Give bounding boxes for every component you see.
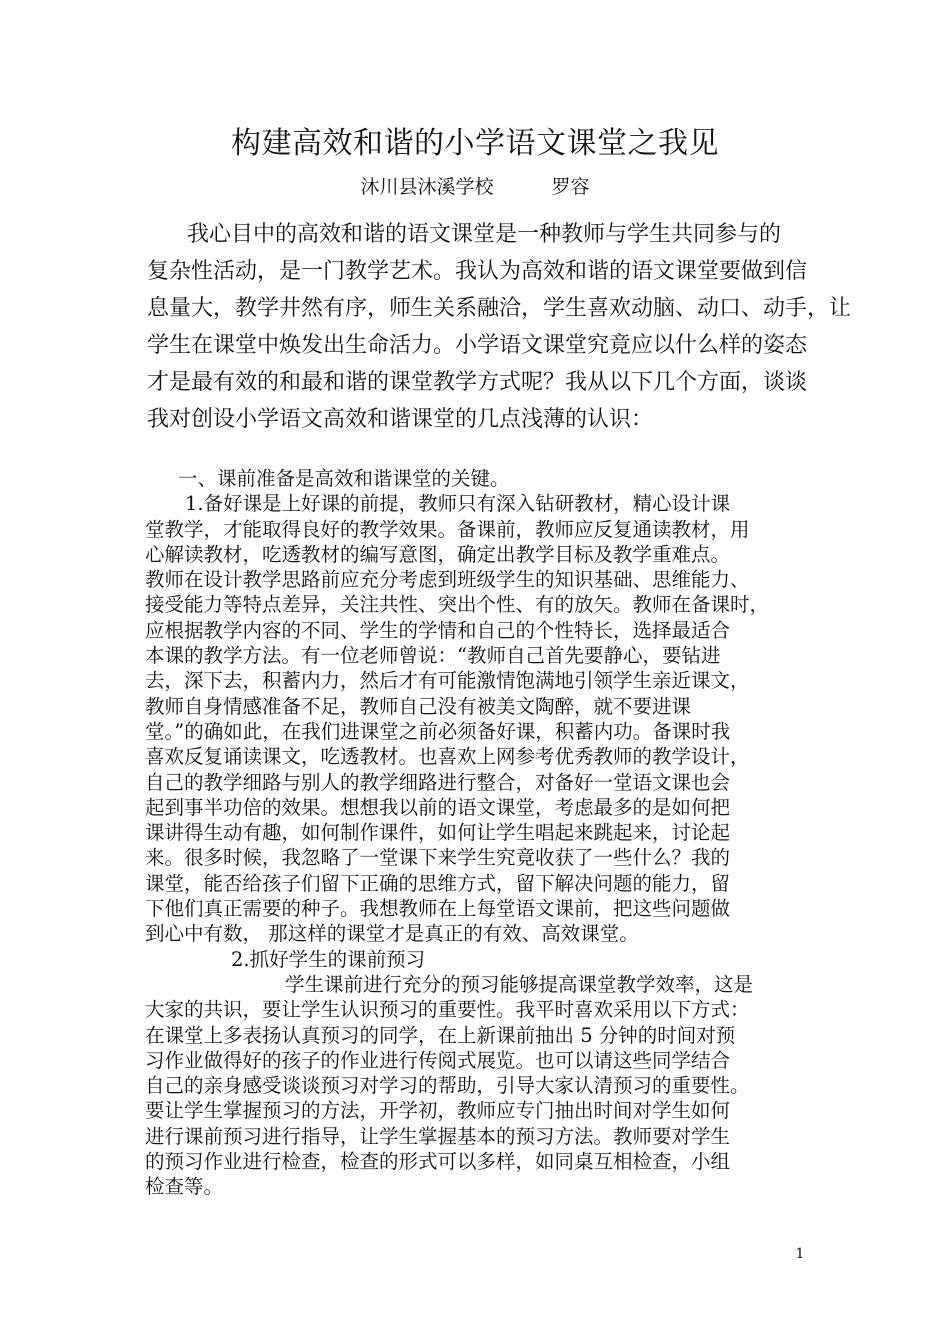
text-line: 习作业做得好的孩子的作业进行传阅式展览。也可以请这些同学结合 <box>145 1048 731 1072</box>
paragraph-prepare-lesson <box>145 491 817 946</box>
text-line: 本课的教学方法。有一位老师曾说：“教师自己首先要静心，要钻进 <box>145 644 721 668</box>
paragraph-preview <box>145 972 817 1200</box>
text-line: 我心目中的高效和谐的语文课堂是一种教师与学生共同参与的 <box>187 222 782 247</box>
text-line: 喜欢反复诵读课文，吃透教材。也喜欢上网参考优秀教师的教学设计， <box>145 745 750 769</box>
section-heading: 一、课前准备是高效和谐课堂的关键。 <box>178 467 510 490</box>
text-line: 教师在设计教学思路前应充分考虑到班级学生的知识基础、思维能力、 <box>145 568 750 592</box>
text-line: 起到事半功倍的效果。想想我以前的语文课堂，考虑最多的是如何把 <box>145 795 731 819</box>
page-number: 1 <box>795 1246 805 1262</box>
text-line: 要让学生掌握预习的方法，开学初，教师应专门抽出时间对学生如何 <box>145 1099 731 1123</box>
document-title: 构建高效和谐的小学语文课堂之我见 <box>231 126 719 161</box>
school-name: 沐川县沐溪学校 <box>360 176 494 198</box>
text-line: 接受能力等特点差异，关注共性、突出个性、有的放矢。教师在备课时， <box>145 593 770 617</box>
text-line: 来。很多时候，我忽略了一堂课下来学生究竟收获了一些什么？我的 <box>145 846 731 870</box>
text-line: 检查等。 <box>145 1175 224 1199</box>
byline <box>0 172 950 199</box>
text-line: 学生在课堂中焕发出生命活力。小学语文课堂究竟应以什么样的姿态 <box>147 333 808 358</box>
text-line: 去，深下去，积蓄内力，然后才有可能激情饱满地引领学生亲近课文， <box>145 669 750 693</box>
text-line: 教师自身情感准备不足，教师自己没有被美文陶醉，就不要进课 <box>145 694 692 718</box>
text-line: 课堂，能否给孩子们留下正确的思维方式，留下解决问题的能力，留 <box>145 871 731 895</box>
text-line: 进行课前预习进行指导，让学生掌握基本的预习方法。教师要对学生 <box>145 1124 731 1148</box>
intro-paragraph <box>147 216 852 438</box>
text-line: 下他们真正需要的种子。我想教师在上每堂语文课前，把这些问题做 <box>145 897 731 921</box>
text-line: 自己的亲身感受谈谈预习对学习的帮助，引导大家认清预习的重要性。 <box>145 1074 750 1098</box>
text-line: 复杂性活动，是一门教学艺术。我认为高效和谐的语文课堂要做到信 <box>147 259 808 284</box>
text-line: 课讲得生动有趣，如何制作课件，如何让学生唱起来跳起来，讨论起 <box>145 821 731 845</box>
text-line: 1.备好课是上好课的前提，教师只有深入钻研教材，精心设计课 <box>185 492 731 516</box>
text-line: 自己的教学细路与别人的教学细路进行整合，对备好一堂语文课也会 <box>145 770 731 794</box>
text-line: 大家的共识，要让学生认识预习的重要性。我平时喜欢采用以下方式： <box>145 998 750 1022</box>
text-line: 学生课前进行充分的预习能够提高课堂教学效率，这是 <box>285 972 754 996</box>
author-name: 罗容 <box>551 176 590 198</box>
body-section <box>145 466 817 1200</box>
text-line: 堂教学，才能取得良好的教学效果。备课前，教师应反复通读教材，用 <box>145 517 750 541</box>
item-heading: 2.抓好学生的课前预习 <box>231 947 426 971</box>
text-line: 心解读教材，吃透教材的编写意图，确定出教学目标及教学重难点。 <box>145 542 731 566</box>
text-line: 的预习作业进行检查，检查的形式可以多样，如同桌互相检查，小组 <box>145 1150 731 1174</box>
text-line: 到心中有数， 那这样的课堂才是真正的有效、高效课堂。 <box>145 922 639 946</box>
text-line: 我对创设小学语文高效和谐课堂的几点浅薄的认识： <box>147 407 654 432</box>
text-line: 应根据教学内容的不同、学生的学情和自己的个性特长，选择最适合 <box>145 618 731 642</box>
text-line: 息量大，教学井然有序，师生关系融洽，学生喜欢动脑、动口、动手，让 <box>147 296 852 321</box>
text-line: 在课堂上多表扬认真预习的同学，在上新课前抽出 5 分钟的时间对预 <box>145 1023 736 1047</box>
text-line: 堂。”的确如此，在我们进课堂之前必须备好课，积蓄内功。备课时我 <box>145 719 731 743</box>
text-line: 才是最有效的和最和谐的课堂教学方式呢？我从以下几个方面，谈谈 <box>147 370 808 395</box>
